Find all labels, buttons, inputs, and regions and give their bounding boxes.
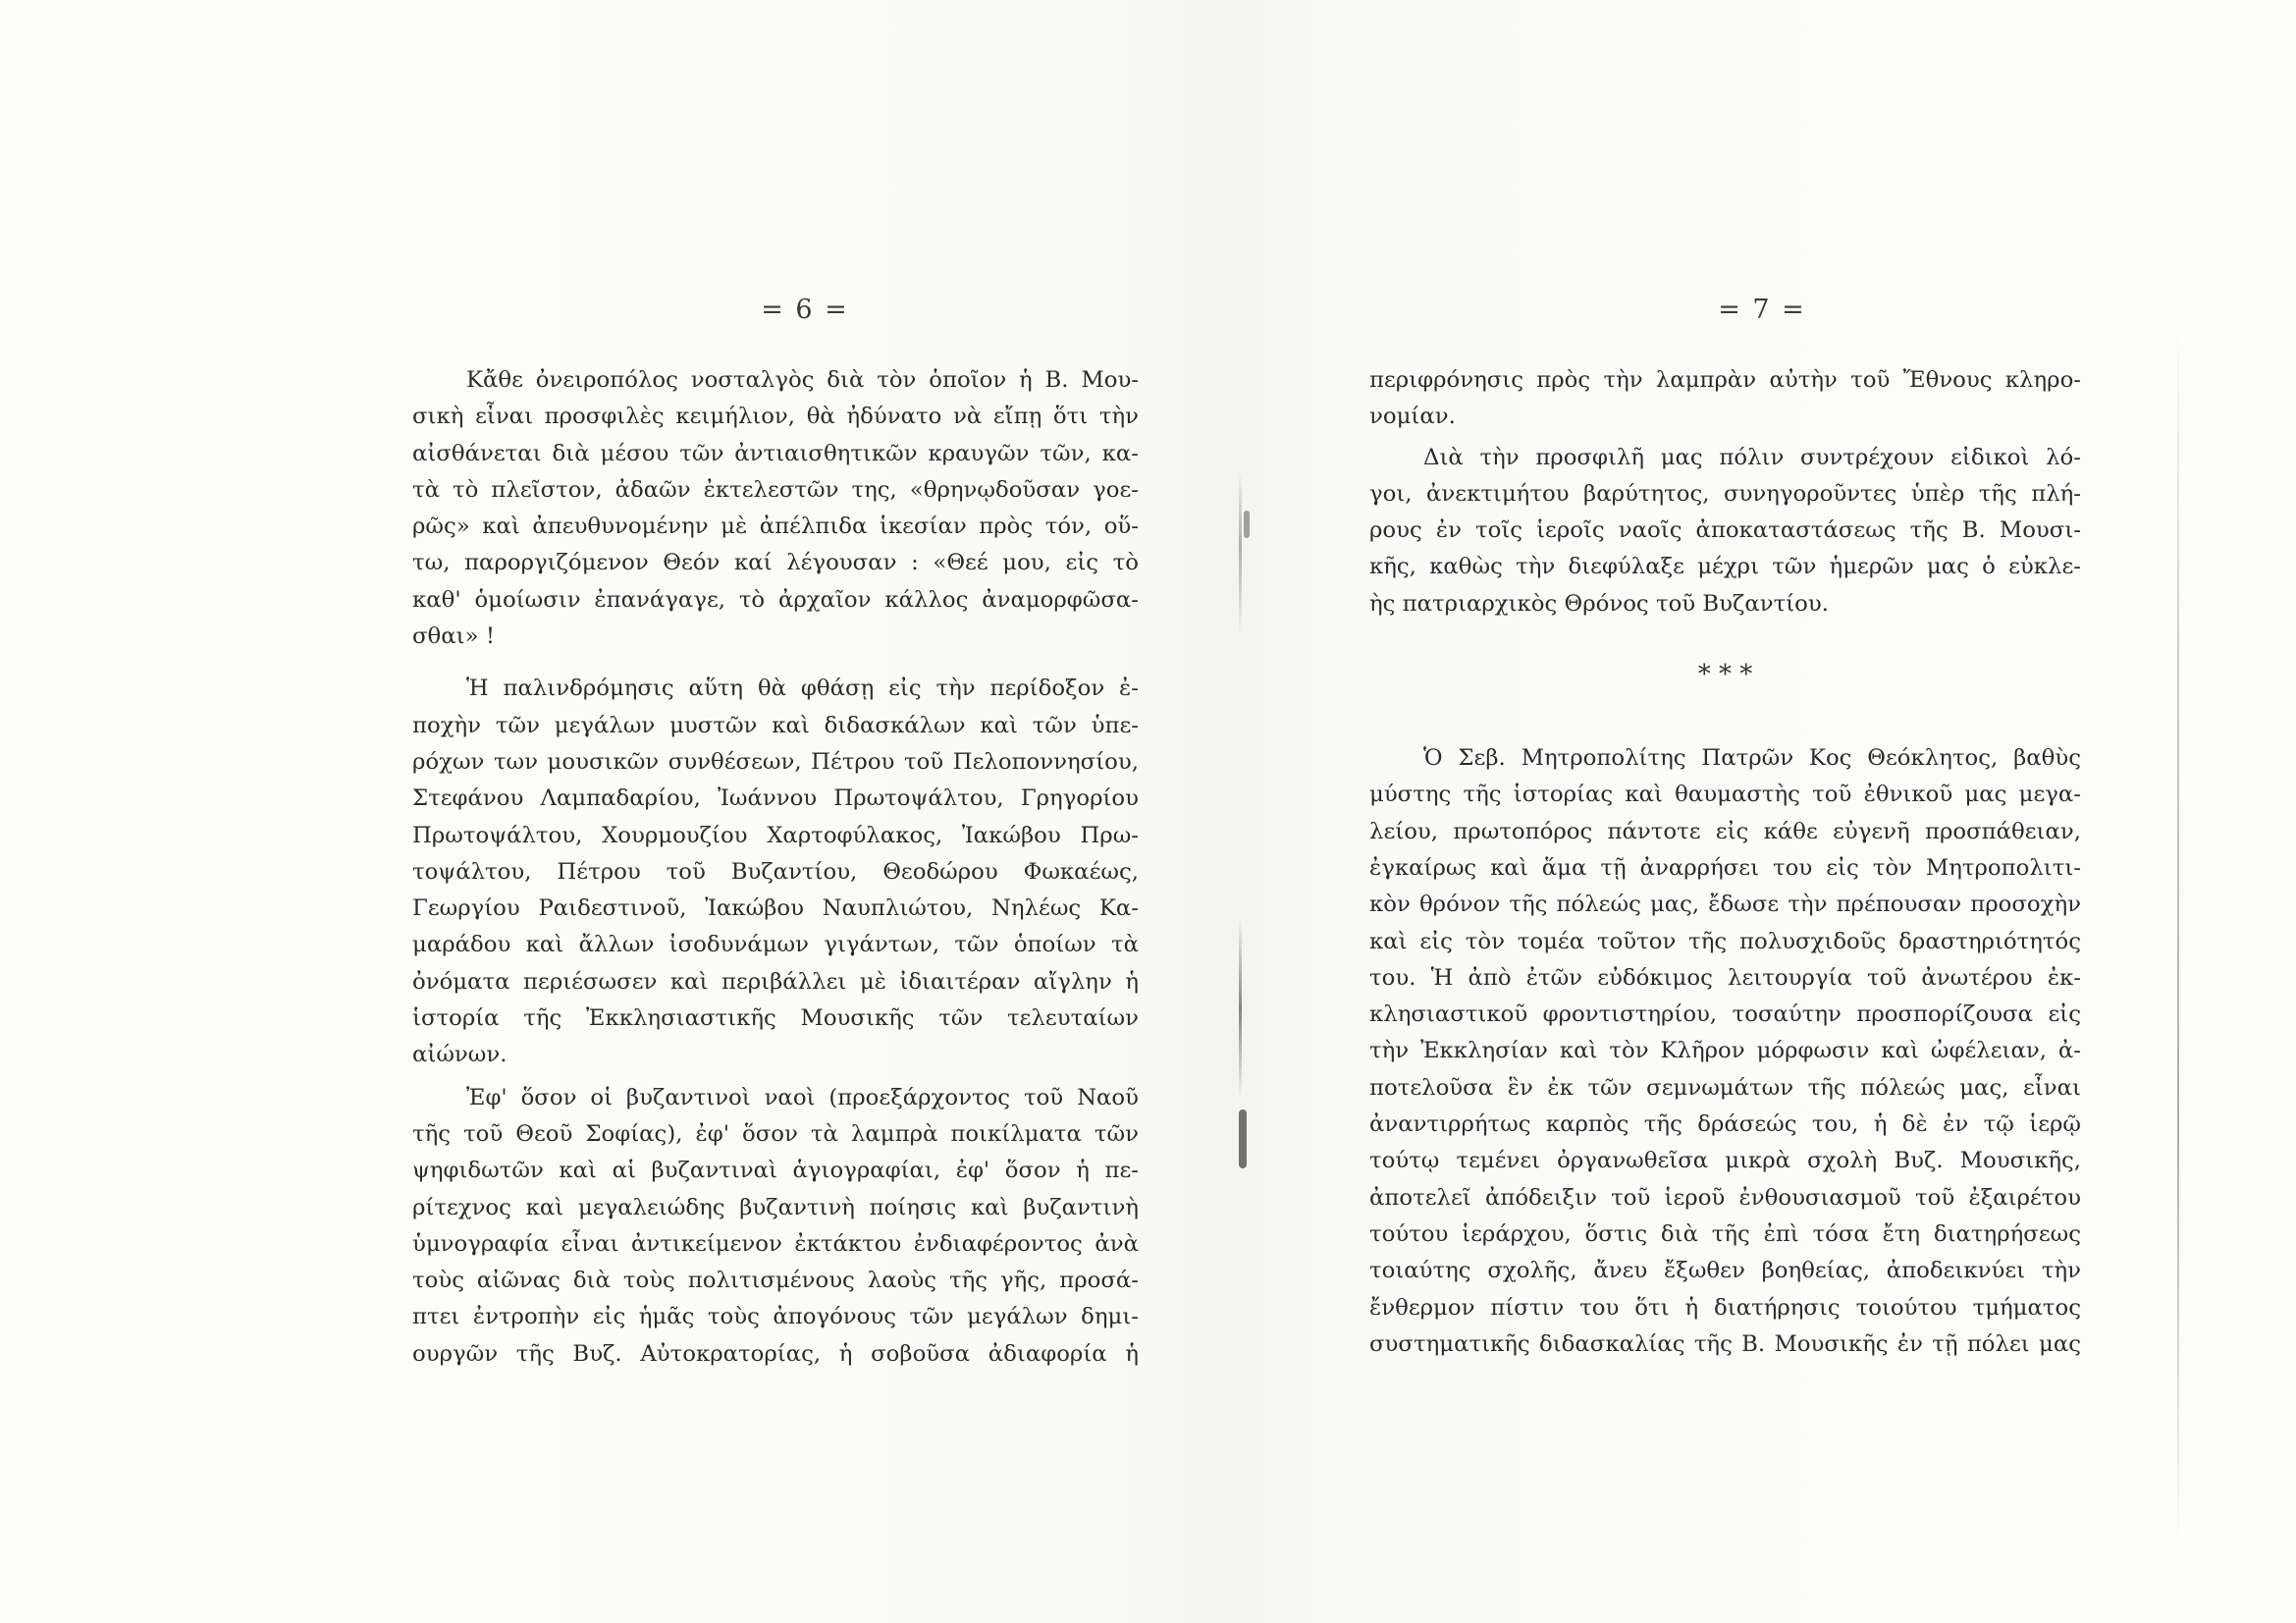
text-line: ρίτεχνος καὶ μεγαλειώδης βυζαντινὴ ποίησις καὶ βυζαντινὴ bbox=[412, 1194, 1139, 1220]
text-line: Κἄθε ὀνειροπόλος νοσταλγὸς διὰ τὸν ὁποῖον ἡ Β. Μου- bbox=[466, 367, 1139, 393]
text-line: τούτου ἱεράρχου, ὅστις διὰ τῆς ἐπὶ τόσα ἔτη διατηρήσεως bbox=[1369, 1220, 2081, 1247]
paragraph-2 bbox=[412, 671, 1139, 1073]
text-line: τῆς τοῦ Θεοῦ Σοφίας), ἐφ' ὅσον τὰ λαμπρὰ ποικίλματα τῶν bbox=[412, 1120, 1139, 1147]
text-line: σικὴ εἶναι προσφιλὲς κειμήλιον, θὰ ἠδύνατο νὰ εἴπῃ ὅτι τὴν bbox=[412, 404, 1139, 430]
scan-blemish bbox=[1244, 511, 1250, 538]
text-line: γοι, ἀνεκτιμήτου βαρύτητος, συνηγοροῦντες ὑπὲρ τῆς πλή- bbox=[1369, 480, 2081, 507]
text-line: τὰ τὸ πλεῖστον, ἀδαῶν ἐκτελεστῶν της, «θρηνῳδοῦσαν γοε- bbox=[412, 476, 1139, 503]
paragraph-3 bbox=[412, 1080, 1139, 1373]
text-line: πτει ἐντροπὴν εἰς ἡμᾶς τοὺς ἀπογόνους τῶν μεγάλων δημι- bbox=[412, 1304, 1139, 1330]
text-line: ρῶς» καὶ ἀπευθυνομένην μὲ ἀπέλπιδα ἱκεσίαν πρὸς τόν, οὕ- bbox=[412, 514, 1139, 540]
text-line: Διὰ τὴν προσφιλῆ μας πόλιν συντρέχουν εἰδικοὶ λό- bbox=[1423, 444, 2081, 470]
asterism-divider: * * * bbox=[1697, 660, 1753, 690]
text-line: Γεωργίου Ραιδεστινοῦ, Ἰακώβου Ναυπλιώτου, Νηλέως Κα- bbox=[412, 895, 1139, 922]
binding-gutter bbox=[1239, 471, 1242, 1217]
text-line: ψηφιδωτῶν καὶ αἱ βυζαντιναὶ ἁγιογραφίαι, ἐφ' ὅσον ἡ πε- bbox=[412, 1158, 1139, 1184]
text-line: καὶ εἰς τὸν τομέα τοῦτον τῆς πολυσχιδοῦς δραστηριότητός bbox=[1369, 928, 2081, 954]
text-line: τοιαύτης σχολῆς, ἄνευ ἔξωθεν βοηθείας, ἀποδεικνύει τὴν bbox=[1369, 1258, 2081, 1284]
text-line: τὴν Ἐκκλησίαν καὶ τὸν Κλῆρον μόρφωσιν καὶ ὠφέλειαν, ἀ- bbox=[1369, 1038, 2081, 1064]
text-line: ὀνόματα περιέσωσεν καὶ περιβάλλει μὲ ἰδιαιτέραν αἴγλην ἡ bbox=[412, 968, 1139, 995]
text-line: λείου, πρωτοπόρος πάντοτε εἰς κάθε εὐγενῆ προσπάθειαν, bbox=[1369, 818, 2081, 844]
text-line: ποχὴν τῶν μεγάλων μυστῶν καὶ διδασκάλων καὶ τῶν ὑπε- bbox=[412, 712, 1139, 738]
text-line: ἐγκαίρως καὶ ἅμα τῇ ἀναρρήσει του εἰς τὸν Μητροπολιτι- bbox=[1369, 854, 2081, 881]
text-line: ὑμνογραφία εἶναι ἀντικείμενον ἐκτάκτου ἐνδιαφέροντος ἀνὰ bbox=[412, 1230, 1139, 1257]
text-line: ἱστορία τῆς Ἐκκλησιαστικῆς Μουσικῆς τῶν τελευταίων bbox=[412, 1005, 1139, 1032]
text-line: ὴς πατριαρχικὸς Θρόνος τοῦ Βυζαντίου. bbox=[1369, 590, 1829, 617]
text-line: αἰσθάνεται διὰ μέσου τῶν ἀντιαισθητικῶν κραυγῶν τῶν, κα- bbox=[412, 440, 1139, 466]
text-line: ἀναντιρρήτως καρπὸς τῆς δράσεώς του, ἡ δὲ ἐν τῷ ἱερῷ bbox=[1369, 1111, 2081, 1138]
text-line: τοὺς αἰῶνας διὰ τοὺς πολιτισμένους λαοὺς τῆς γῆς, προσά- bbox=[412, 1268, 1139, 1294]
text-line: Πρωτοψάλτου, Χουρμουζίου Χαρτοφύλακος, Ἰακώβου Πρω- bbox=[412, 822, 1139, 848]
text-line: σθαι» ! bbox=[412, 623, 495, 650]
text-line: ρους ἐν τοῖς ἱεροῖς ναοῖς ἀποκαταστάσεως τῆς Β. Μουσι- bbox=[1369, 517, 2081, 544]
paragraph-1 bbox=[1369, 362, 2081, 436]
text-line: Στεφάνου Λαμπαδαρίου, Ἰωάννου Πρωτοψάλτου, Γρηγορίου bbox=[412, 785, 1139, 812]
text-line: τω, παροργιζόμενον Θεόν καί λέγουσαν : «Θεέ μου, εἰς τὸ bbox=[412, 550, 1139, 576]
text-line: ἔνθερμον πίστιν του ὅτι ἡ διατήρησις τοιούτου τμήματος bbox=[1369, 1294, 2081, 1321]
text-line: περιφρόνησις πρὸς τὴν λαμπρὰν αὐτὴν τοῦ Ἔθνους κληρο- bbox=[1369, 367, 2081, 393]
text-line: τούτῳ τεμένει ὀργανωθεῖσα μικρὰ σχολὴ Βυζ. Μουσικῆς, bbox=[1369, 1148, 2081, 1174]
text-line: ἀποτελεῖ ἀπόδειξιν τοῦ ἱεροῦ ἐνθουσιασμοῦ τοῦ ἐξαιρέτου bbox=[1369, 1184, 2081, 1211]
text-line: κλησιαστικοῦ φροντιστηρίου, τοσαύτην προσπορίζουσα εἰς bbox=[1369, 1001, 2081, 1028]
text-line: κῆς, καθὼς τὴν διεφύλαξε μέχρι τῶν ἡμερῶν μας ὁ εὐκλε- bbox=[1369, 554, 2081, 580]
text-line: Ὁ Σεβ. Μητροπολίτης Πατρῶν Κος Θεόκλητος, βαθὺς bbox=[1423, 745, 2081, 772]
text-line: ρόχων των μουσικῶν συνθέσεων, Πέτρου τοῦ Πελοποννησίου, bbox=[412, 748, 1139, 775]
text-line: Ἡ παλινδρόμησις αὕτη θὰ φθάσῃ εἰς τὴν περίδοξον ἐ- bbox=[466, 676, 1139, 702]
paragraph-1 bbox=[412, 362, 1139, 655]
text-line: Ἐφ' ὅσον οἱ βυζαντινοὶ ναοὶ (προεξάρχοντος τοῦ Ναοῦ bbox=[466, 1084, 1139, 1110]
text-line: ποτελοῦσα ἓν ἐκ τῶν σεμνωμάτων τῆς πόλεώς μας, εἶναι bbox=[1369, 1074, 2081, 1101]
page-edge-shadow bbox=[2177, 0, 2179, 1623]
text-line: ουργῶν τῆς Βυζ. Αὐτοκρατορίας, ἡ σοβοῦσα ἀδιαφορία ἡ bbox=[412, 1340, 1139, 1367]
right-page bbox=[1369, 295, 2081, 1363]
text-line: νομίαν. bbox=[1369, 404, 1456, 430]
text-line: μαράδου καὶ ἄλλων ἰσοδυνάμων γιγάντων, τῶν ὁποίων τὰ bbox=[412, 932, 1139, 958]
page-number: = 7 = bbox=[1718, 295, 1806, 325]
text-line: καθ' ὁμοίωσιν ἐπανάγαγε, τὸ ἀρχαῖον κάλλος ἀναμορφῶσα- bbox=[412, 586, 1139, 613]
text-line: τοψάλτου, Πέτρου τοῦ Βυζαντίου, Θεοδώρου Φωκαέως, bbox=[412, 858, 1139, 885]
text-line: κὸν θρόνον τῆς πόλεώς μας, ἔδωσε τὴν πρέπουσαν προσοχὴν bbox=[1369, 892, 2081, 918]
scan-blemish bbox=[1239, 1109, 1247, 1168]
text-line: του. Ἡ ἀπὸ ἐτῶν εὐδόκιμος λειτουργία τοῦ ἀνωτέρου ἐκ- bbox=[1369, 964, 2081, 991]
paragraph-3 bbox=[1369, 740, 2081, 1363]
paragraph-2 bbox=[1369, 440, 2081, 622]
text-line: αἰώνων. bbox=[412, 1042, 507, 1068]
left-page bbox=[412, 295, 1139, 1373]
page-number: = 6 = bbox=[761, 295, 849, 325]
text-line: μύστης τῆς ἱστορίας καὶ θαυμαστὴς τοῦ ἐθνικοῦ μας μεγα- bbox=[1369, 782, 2081, 808]
text-line: συστηματικῆς διδασκαλίας τῆς Β. Μουσικῆς ἐν τῇ πόλει μας bbox=[1369, 1330, 2081, 1357]
